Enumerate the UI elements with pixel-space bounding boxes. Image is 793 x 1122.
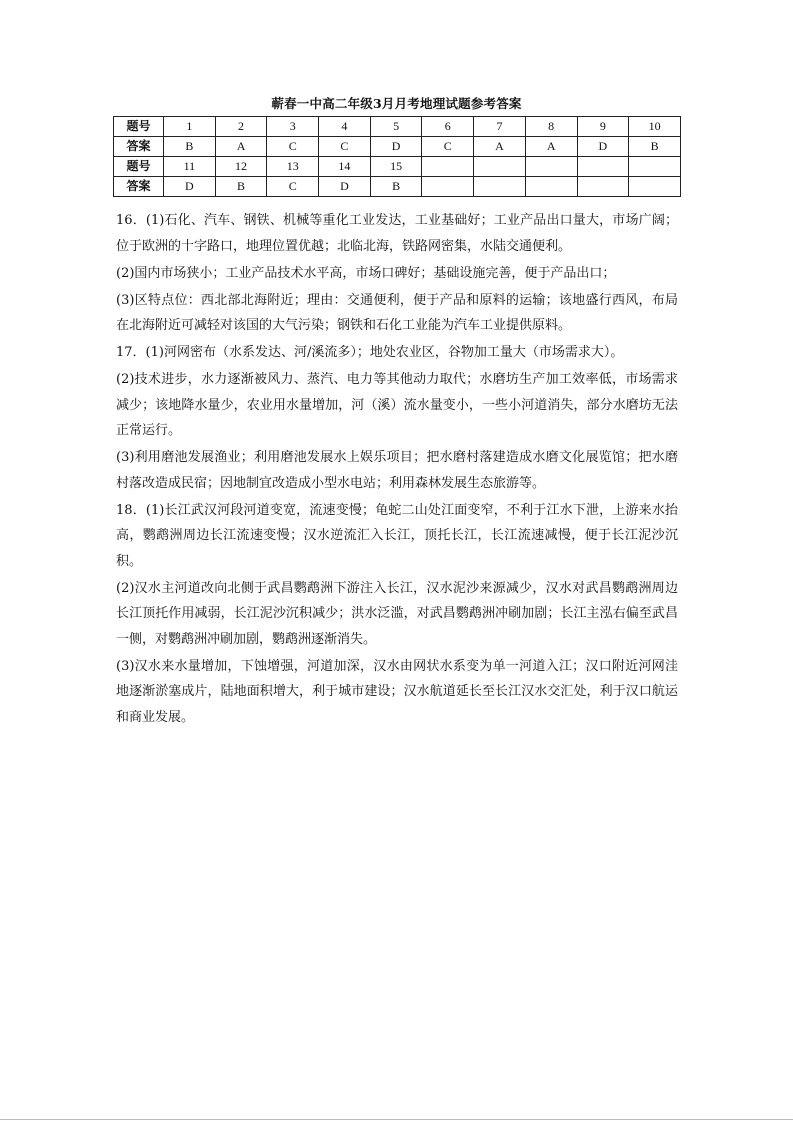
answer-paragraph: (3)利用磨池发展渔业；利用磨池发展水上娱乐项目；把水磨村落建造成水磨文化展览馆；把水磨村落改造成民宿；因地制宜改造成小型水电站；利用森林发展生态旅游等。 <box>116 450 678 491</box>
table-cell: 14 <box>319 157 371 177</box>
answer-paragraph: (2)技术进步，水力逐渐被风力、蒸汽、电力等其他动力取代；水磨坊生产加工效率低，市场需求减少；该地降水量少，农业用水量增加，河（溪）流水量变小，一些小河道消失，部分水磨坊无法正常运行。 <box>116 372 678 438</box>
table-cell <box>474 157 526 177</box>
table-cell: 2 <box>215 117 267 137</box>
table-cell <box>474 177 526 197</box>
table-cell <box>577 157 629 177</box>
row-header: 答案 <box>114 137 164 157</box>
table-cell: 10 <box>629 117 681 137</box>
table-cell: 3 <box>267 117 319 137</box>
row-header: 答案 <box>114 177 164 197</box>
table-cell: A <box>474 137 526 157</box>
table-cell: A <box>525 137 577 157</box>
table-cell: 7 <box>474 117 526 137</box>
table-cell: C <box>267 137 319 157</box>
answer-explanations <box>116 208 678 732</box>
table-cell <box>525 157 577 177</box>
table-cell: B <box>164 137 216 157</box>
table-row <box>114 117 681 137</box>
table-cell <box>629 177 681 197</box>
table-cell: 8 <box>525 117 577 137</box>
page-bottom-rule <box>0 1119 793 1120</box>
table-cell <box>577 177 629 197</box>
table-cell <box>422 157 474 177</box>
table-cell: 9 <box>577 117 629 137</box>
table-row <box>114 177 681 197</box>
table-cell: 4 <box>319 117 371 137</box>
answer-paragraph: (2)国内市场狭小；工业产品技术水平高，市场口碑好；基础设施完善，便于产品出口； <box>116 265 616 281</box>
table-cell: 6 <box>422 117 474 137</box>
table-cell: 15 <box>370 157 422 177</box>
answer-paragraph: (3)区特点位：西北部北海附近；理由：交通便利，便于产品和原料的运输；该地盛行西风，布局在北海附近可减轻对该国的大气污染；钢铁和石化工业能为汽车工业提供原料。 <box>116 292 678 333</box>
table-cell: A <box>215 137 267 157</box>
table-cell: 5 <box>370 117 422 137</box>
table-cell <box>629 157 681 177</box>
answer-paragraph: (2)汉水主河道改向北侧于武昌鹦鹉洲下游注入长江，汉水泥沙来源减少，汉水对武昌鹦鹉洲周边长江顶托作用减弱，长江泥沙沉积减少；洪水泛滥，对武昌鹦鹉洲冲刷加剧；长江主泓右偏至武昌一侧，对鹦鹉洲冲刷加剧，鹦鹉洲逐渐消失。 <box>116 580 678 647</box>
table-cell: D <box>370 137 422 157</box>
answer-paragraph: 18．(1)长江武汉河段河道变宽，流速变慢；龟蛇二山处江面变窄，不利于江水下泄，上游来水抬高，鹦鹉洲周边长江流速变慢；汉水逆流汇入长江，顶托长江，长江流速减慢，便于长江泥沙沉积。 <box>116 502 678 569</box>
page-title: 蕲春一中高二年级3月月考地理试题参考答案 <box>271 96 522 111</box>
answer-paragraph: 17．(1)河网密布（水系发达、河/溪流多）；地处农业区，谷物加工量大（市场需求大）。 <box>116 345 624 360</box>
table-cell: 1 <box>164 117 216 137</box>
table-cell: D <box>577 137 629 157</box>
table-cell: D <box>319 177 371 197</box>
table-cell: C <box>319 137 371 157</box>
table-cell: B <box>215 177 267 197</box>
answer-table <box>113 116 681 197</box>
table-row <box>114 157 681 177</box>
row-header: 题号 <box>114 117 164 137</box>
table-cell: D <box>164 177 216 197</box>
answer-paragraph: 16．(1)石化、汽车、钢铁、机械等重化工业发达，工业基础好；工业产品出口量大，市场广阔；位于欧洲的十字路口，地理位置优越；北临北海，铁路网密集，水陆交通便利。 <box>116 213 678 254</box>
table-cell: C <box>267 177 319 197</box>
table-cell: B <box>370 177 422 197</box>
table-cell: B <box>629 137 681 157</box>
table-cell <box>422 177 474 197</box>
row-header: 题号 <box>114 157 164 177</box>
table-row <box>114 137 681 157</box>
table-cell: C <box>422 137 474 157</box>
table-cell <box>525 177 577 197</box>
table-cell: 12 <box>215 157 267 177</box>
table-cell: 11 <box>164 157 216 177</box>
table-cell: 13 <box>267 157 319 177</box>
answer-paragraph: (3)汉水来水量增加，下蚀增强，河道加深，汉水由网状水系变为单一河道入江；汉口附近河网洼地逐渐淤塞成片，陆地面积增大，利于城市建设；汉水航道延长至长江汉水交汇处，利于汉口航运和商业发展。 <box>116 658 678 725</box>
answer-table-body <box>114 117 681 197</box>
